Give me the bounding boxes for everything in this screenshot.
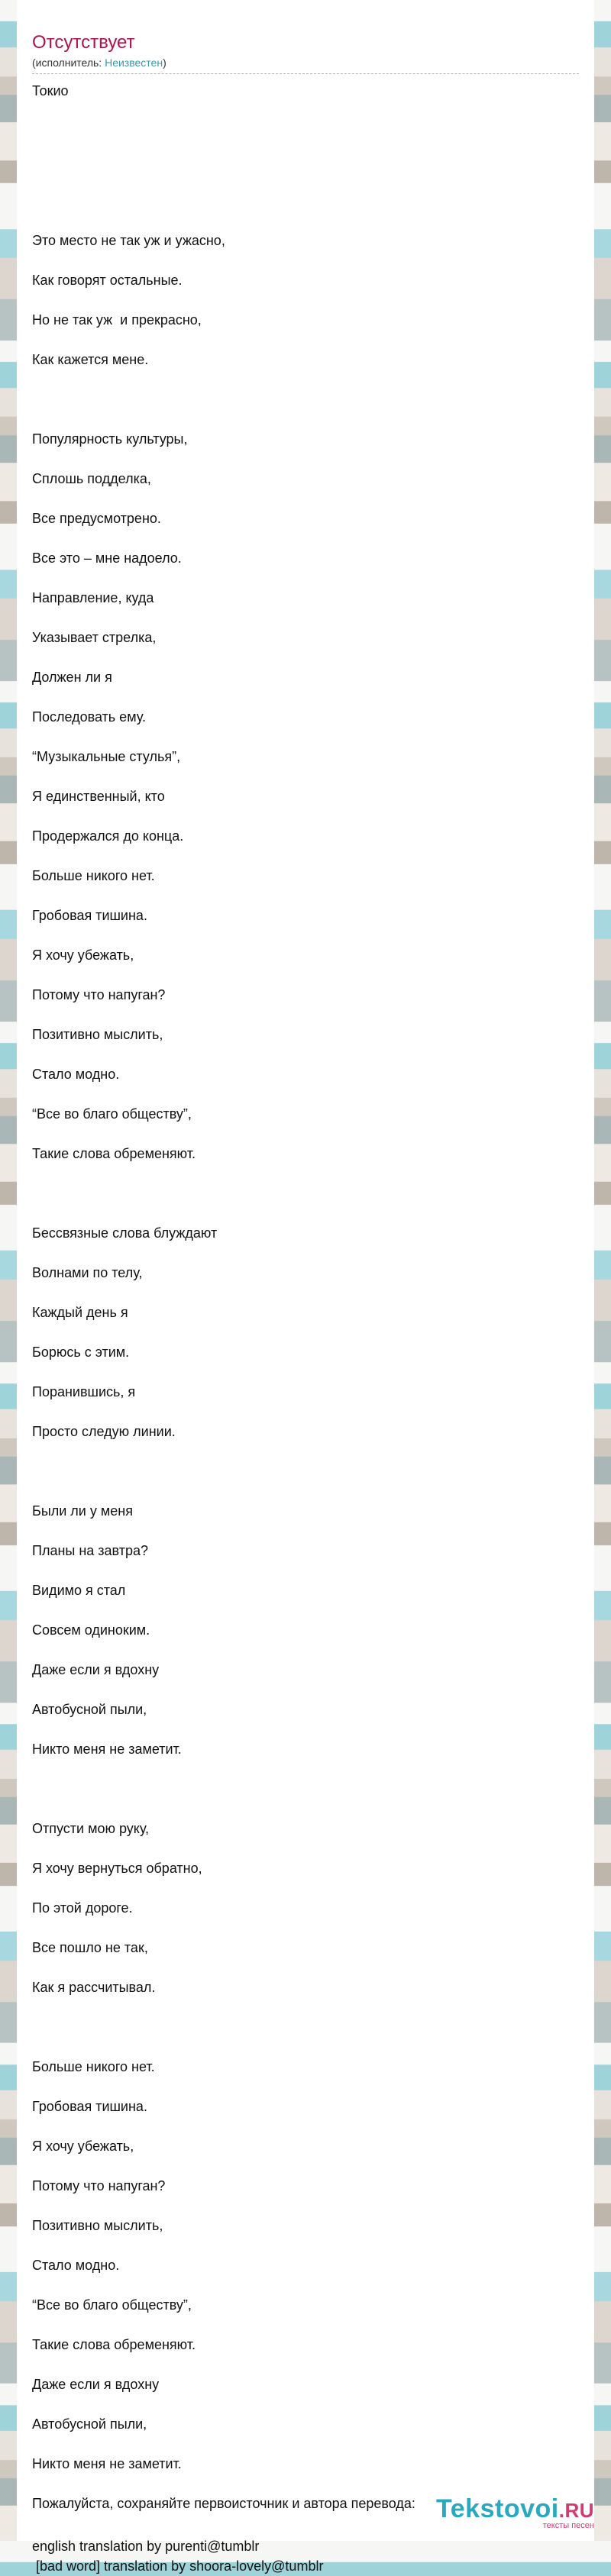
lyric-line: Никто меня не заметит.: [32, 2456, 182, 2471]
lyric-line: Позитивно мыслить,: [32, 1027, 163, 1042]
translation-credit: english translation by purenti@tumblr: [32, 2539, 260, 2554]
lyric-line: Автобусной пыли,: [32, 2416, 147, 2432]
lyric-line: Больше никого нет.: [32, 868, 155, 883]
lyric-line: Я единственный, кто: [32, 789, 165, 804]
lyric-line: Направление, куда: [32, 590, 154, 605]
lyric-line: Сплошь подделка,: [32, 471, 151, 486]
lyric-line: Просто следую линии.: [32, 1424, 176, 1439]
lyric-line: Последовать ему.: [32, 709, 146, 725]
lyric-line: [32, 392, 582, 432]
lyric-line: Как я рассчитывал.: [32, 1980, 156, 1995]
lyric-line: Но не так уж и прекрасно,: [32, 312, 202, 328]
lyric-line: Указывает стрелка,: [32, 630, 157, 645]
logo-text: Tekstovoi: [436, 2494, 559, 2523]
lyric-line: Потому что напуган?: [32, 987, 166, 1002]
lyric-line: “Все во благо обществу”,: [32, 1106, 192, 1122]
lyric-line: Бессвязные слова блуждают: [32, 1225, 218, 1241]
lyric-line: Все это – мне надоело.: [32, 550, 182, 566]
lyric-line: Должен ли я: [32, 670, 112, 685]
lyric-line: Это место не так уж и ужасно,: [32, 233, 225, 248]
lyric-line: Все пошло не так,: [32, 1940, 148, 1955]
song-title: Токио: [32, 83, 69, 98]
lyric-line: Стало модно.: [32, 2258, 120, 2273]
lyric-line: [32, 1186, 582, 1226]
logo-tagline: тексты песен: [542, 2521, 594, 2530]
lyric-line: Автобусной пыли,: [32, 1702, 147, 1717]
lyric-line: Такие слова обременяют.: [32, 1146, 196, 1161]
lyric-line: Борюсь с этим.: [32, 1344, 130, 1360]
lyric-line: Позитивно мыслить,: [32, 2218, 163, 2233]
performer-line: [32, 56, 579, 69]
lyric-line: Я хочу убежать,: [32, 947, 134, 963]
lyric-line: Даже если я вдохну: [32, 2377, 160, 2392]
lyric-line: Все предусмотрено.: [32, 511, 161, 526]
translation-credit: [bad word] translation by shoora-lovely@tumblr: [32, 2558, 324, 2574]
lyric-line: “Музыкальные стулья”,: [32, 749, 181, 764]
lyric-line: Как кажется мене.: [32, 352, 149, 367]
lyric-line: [32, 1782, 582, 1822]
lyric-line: Стало модно.: [32, 1067, 120, 1082]
lyric-line: Популярность культуры,: [32, 431, 188, 447]
lyric-line: Никто меня не заметит.: [32, 1742, 182, 1757]
lyric-line: “Все во благо обществу”,: [32, 2297, 192, 2313]
lyric-line: Я хочу убежать,: [32, 2139, 134, 2154]
lyric-line: [32, 2020, 582, 2060]
lyric-line: Пожалуйста, сохраняйте первоисточник и автора перевода:: [32, 2496, 415, 2511]
lyric-line: Отпусти мою руку,: [32, 1821, 150, 1836]
performer-suffix: ): [163, 56, 166, 69]
lyric-line: Я хочу вернуться обратно,: [32, 1861, 202, 1876]
lyric-line: Каждый день я: [32, 1305, 128, 1320]
lyric-line: Совсем одиноким.: [32, 1622, 150, 1638]
lyric-line: [32, 154, 582, 194]
lyric-line: [32, 194, 582, 234]
performer-prefix: (исполнитель:: [32, 56, 105, 69]
lyrics-body: [32, 154, 582, 2576]
page-title: Отсутствует: [32, 32, 135, 53]
lyric-line: Такие слова обременяют.: [32, 2337, 196, 2352]
performer-link[interactable]: Неизвестен: [105, 56, 163, 69]
lyric-line: Даже если я вдохну: [32, 1662, 160, 1677]
lyric-line: Волнами по телу,: [32, 1265, 143, 1280]
lyric-line: По этой дороге.: [32, 1900, 133, 1916]
lyric-line: Поранившись, я: [32, 1384, 136, 1399]
lyric-line: Продержался до конца.: [32, 828, 184, 844]
lyric-line: [32, 1464, 582, 1504]
lyric-line: Потому что напуган?: [32, 2178, 166, 2193]
lyric-line: Планы на завтра?: [32, 1543, 148, 1558]
lyric-line: Видимо я стал: [32, 1583, 126, 1598]
logo-suffix: .RU: [558, 2499, 594, 2522]
lyric-line: Гробовая тишина.: [32, 908, 147, 923]
site-logo[interactable]: [436, 2494, 594, 2530]
song-header: [17, 0, 594, 69]
lyric-line: Гробовая тишина.: [32, 2099, 147, 2114]
lyric-line: Были ли у меня: [32, 1503, 133, 1519]
lyric-line: Как говорят остальные.: [32, 273, 183, 288]
lyric-line: Больше никого нет.: [32, 2059, 155, 2074]
